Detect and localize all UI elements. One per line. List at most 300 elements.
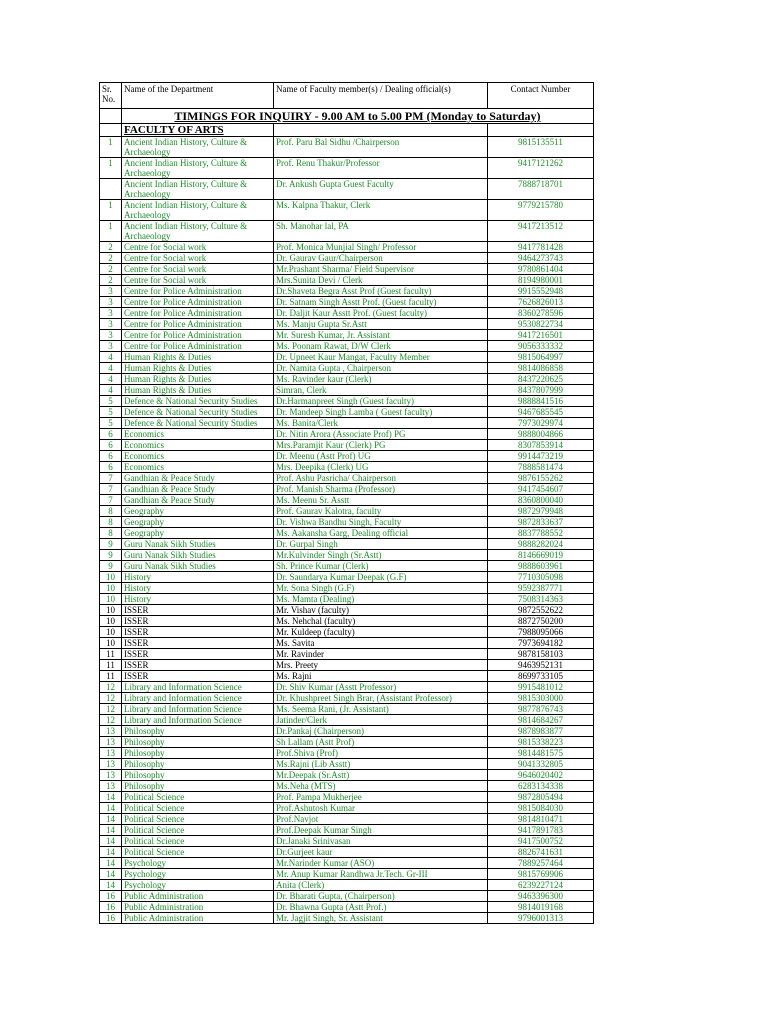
row-faculty-name: Dr. Upneet Kaur Mangat, Faculty Member bbox=[274, 352, 488, 363]
row-contact-number: 9417500752 bbox=[488, 836, 594, 847]
header-contact: Contact Number bbox=[488, 83, 594, 109]
row-contact-number: 9530822734 bbox=[488, 319, 594, 330]
row-contact-number: 9780861404 bbox=[488, 264, 594, 275]
table-row bbox=[100, 539, 594, 550]
row-contact-number: 8437807999 bbox=[488, 385, 594, 396]
row-department: Centre for Social work bbox=[122, 242, 274, 253]
row-sr: 2 bbox=[100, 253, 122, 264]
row-faculty-name: Ms. Mamta (Dealing) bbox=[274, 594, 488, 605]
table-row bbox=[100, 319, 594, 330]
row-faculty-name: Ms.Neha (MTS) bbox=[274, 781, 488, 792]
row-contact-number: 9463396300 bbox=[488, 891, 594, 902]
row-contact-number: 7710305098 bbox=[488, 572, 594, 583]
row-contact-number: 9914473219 bbox=[488, 451, 594, 462]
row-department: Philosophy bbox=[122, 748, 274, 759]
row-contact-number: 9888841516 bbox=[488, 396, 594, 407]
row-sr: 14 bbox=[100, 803, 122, 814]
row-department: ISSER bbox=[122, 660, 274, 671]
row-contact-number: 7973029974 bbox=[488, 418, 594, 429]
row-sr: 2 bbox=[100, 242, 122, 253]
row-sr: 3 bbox=[100, 341, 122, 352]
row-department: Economics bbox=[122, 440, 274, 451]
row-sr: 14 bbox=[100, 814, 122, 825]
row-sr: 2 bbox=[100, 275, 122, 286]
row-contact-number: 9915552948 bbox=[488, 286, 594, 297]
table-row bbox=[100, 264, 594, 275]
row-department: Political Science bbox=[122, 814, 274, 825]
row-sr: 11 bbox=[100, 671, 122, 682]
row-sr: 6 bbox=[100, 440, 122, 451]
table-row bbox=[100, 594, 594, 605]
row-faculty-name: Prof. Pampa Mukherjee bbox=[274, 792, 488, 803]
row-faculty-name: Sh. Manohar lal, PA bbox=[274, 221, 488, 242]
row-sr: 4 bbox=[100, 352, 122, 363]
row-department: Philosophy bbox=[122, 726, 274, 737]
row-sr: 3 bbox=[100, 286, 122, 297]
table-row bbox=[100, 561, 594, 572]
row-faculty-name: Dr. Mandeep Singh Lamba ( Guest faculty) bbox=[274, 407, 488, 418]
row-sr: 2 bbox=[100, 264, 122, 275]
row-department: Centre for Police Administration bbox=[122, 286, 274, 297]
row-contact-number: 9878158103 bbox=[488, 649, 594, 660]
faculty-contact-table bbox=[99, 82, 594, 924]
row-department: Public Administration bbox=[122, 902, 274, 913]
row-sr: 3 bbox=[100, 330, 122, 341]
row-contact-number: 8360278596 bbox=[488, 308, 594, 319]
row-department: Ancient Indian History, Culture & Archaeology bbox=[122, 179, 274, 200]
table-row bbox=[100, 792, 594, 803]
row-faculty-name: Prof. Ashu Pasricha/ Chairperson bbox=[274, 473, 488, 484]
row-contact-number: 9888282024 bbox=[488, 539, 594, 550]
row-department: Centre for Police Administration bbox=[122, 297, 274, 308]
row-contact-number: 9872979948 bbox=[488, 506, 594, 517]
table-row bbox=[100, 462, 594, 473]
row-department: Political Science bbox=[122, 792, 274, 803]
table-row bbox=[100, 913, 594, 924]
row-department: Human Rights & Duties bbox=[122, 374, 274, 385]
row-faculty-name: Ms. Manju Gupta Sr.Astt bbox=[274, 319, 488, 330]
table-row bbox=[100, 726, 594, 737]
table-row bbox=[100, 363, 594, 374]
row-faculty-name: Dr.Shaveta Begra Asst Prof (Guest faculty) bbox=[274, 286, 488, 297]
row-sr: 14 bbox=[100, 880, 122, 891]
row-faculty-name: Ms. Savita bbox=[274, 638, 488, 649]
row-department: Centre for Social work bbox=[122, 275, 274, 286]
row-department: Economics bbox=[122, 429, 274, 440]
row-department: Ancient Indian History, Culture & Archaeology bbox=[122, 221, 274, 242]
table-row bbox=[100, 418, 594, 429]
row-department: Gandhian & Peace Study bbox=[122, 473, 274, 484]
table-row bbox=[100, 803, 594, 814]
table-row bbox=[100, 286, 594, 297]
faculty-blank-1 bbox=[274, 124, 488, 137]
row-department: Philosophy bbox=[122, 770, 274, 781]
row-contact-number: 9417454607 bbox=[488, 484, 594, 495]
table-row bbox=[100, 451, 594, 462]
row-faculty-name: Mr. Ravinder bbox=[274, 649, 488, 660]
row-sr: 8 bbox=[100, 528, 122, 539]
table-row bbox=[100, 583, 594, 594]
row-sr: 13 bbox=[100, 737, 122, 748]
table-row bbox=[100, 473, 594, 484]
row-sr: 1 bbox=[100, 221, 122, 242]
row-sr: 16 bbox=[100, 902, 122, 913]
row-contact-number: 7889257464 bbox=[488, 858, 594, 869]
row-department: Centre for Police Administration bbox=[122, 341, 274, 352]
row-contact-number: 9814086858 bbox=[488, 363, 594, 374]
row-department: Centre for Social work bbox=[122, 253, 274, 264]
row-department: Human Rights & Duties bbox=[122, 352, 274, 363]
row-contact-number: 9463952131 bbox=[488, 660, 594, 671]
row-contact-number: 9876155262 bbox=[488, 473, 594, 484]
row-sr: 7 bbox=[100, 495, 122, 506]
row-sr: 12 bbox=[100, 693, 122, 704]
row-contact-number: 8146669019 bbox=[488, 550, 594, 561]
row-faculty-name: Prof.Navjot bbox=[274, 814, 488, 825]
row-department: Philosophy bbox=[122, 759, 274, 770]
row-department: Economics bbox=[122, 462, 274, 473]
row-sr: 5 bbox=[100, 418, 122, 429]
row-sr: 3 bbox=[100, 297, 122, 308]
row-sr: 3 bbox=[100, 319, 122, 330]
row-faculty-name: Dr. Ankush Gupta Guest Faculty bbox=[274, 179, 488, 200]
table-row bbox=[100, 759, 594, 770]
table-row bbox=[100, 550, 594, 561]
timing-spacer bbox=[100, 109, 122, 124]
row-department: Geography bbox=[122, 517, 274, 528]
row-faculty-name: Mr. Sona Singh (G.F) bbox=[274, 583, 488, 594]
row-contact-number: 9417781428 bbox=[488, 242, 594, 253]
row-contact-number: 9815338223 bbox=[488, 737, 594, 748]
row-sr: 9 bbox=[100, 561, 122, 572]
row-sr: 1 bbox=[100, 200, 122, 221]
timing-text: TIMINGS FOR INQUIRY - 9.00 AM to 5.00 PM (Monday to Saturday) bbox=[122, 109, 594, 124]
row-faculty-name: Ms. Nehchal (faculty) bbox=[274, 616, 488, 627]
table-row bbox=[100, 682, 594, 693]
row-department: Gandhian & Peace Study bbox=[122, 495, 274, 506]
row-department: Defence & National Security Studies bbox=[122, 418, 274, 429]
row-sr: 16 bbox=[100, 891, 122, 902]
row-department: Political Science bbox=[122, 836, 274, 847]
row-faculty-name: Mr.Kulvinder Singh (Sr.Astt) bbox=[274, 550, 488, 561]
row-faculty-name: Ms. Ravinder kaur (Clerk) bbox=[274, 374, 488, 385]
row-department: Guru Nanak Sikh Studies bbox=[122, 539, 274, 550]
row-department: Centre for Police Administration bbox=[122, 308, 274, 319]
row-contact-number: 7626826013 bbox=[488, 297, 594, 308]
row-contact-number: 9814810471 bbox=[488, 814, 594, 825]
row-sr: 11 bbox=[100, 649, 122, 660]
table-row bbox=[100, 891, 594, 902]
row-contact-number: 9815769906 bbox=[488, 869, 594, 880]
row-sr: 14 bbox=[100, 847, 122, 858]
row-contact-number: 9814684267 bbox=[488, 715, 594, 726]
row-contact-number: 9888603961 bbox=[488, 561, 594, 572]
row-sr: 3 bbox=[100, 308, 122, 319]
row-contact-number: 9815084030 bbox=[488, 803, 594, 814]
row-sr: 10 bbox=[100, 594, 122, 605]
table-row bbox=[100, 858, 594, 869]
header-row bbox=[100, 83, 594, 109]
table-row bbox=[100, 528, 594, 539]
table-row bbox=[100, 770, 594, 781]
row-contact-number: 9814481575 bbox=[488, 748, 594, 759]
row-contact-number: 8437220625 bbox=[488, 374, 594, 385]
row-contact-number: 9417213512 bbox=[488, 221, 594, 242]
row-sr: 13 bbox=[100, 759, 122, 770]
table-row bbox=[100, 242, 594, 253]
row-faculty-name: Dr. Satnam Singh Asstt Prof. (Guest faculty) bbox=[274, 297, 488, 308]
row-contact-number: 9815064997 bbox=[488, 352, 594, 363]
row-faculty-name: Mr.Deepak (Sr.Astt) bbox=[274, 770, 488, 781]
row-contact-number: 9888004866 bbox=[488, 429, 594, 440]
table-row bbox=[100, 137, 594, 158]
row-contact-number: 9872833637 bbox=[488, 517, 594, 528]
row-contact-number: 7508314363 bbox=[488, 594, 594, 605]
row-contact-number: 9815135511 bbox=[488, 137, 594, 158]
row-contact-number: 8826741631 bbox=[488, 847, 594, 858]
row-department: Defence & National Security Studies bbox=[122, 407, 274, 418]
row-department: Centre for Police Administration bbox=[122, 319, 274, 330]
row-faculty-name: Mr. Anup Kumar Randhwa Jr.Tech. Gr-III bbox=[274, 869, 488, 880]
table-row bbox=[100, 221, 594, 242]
row-sr: 13 bbox=[100, 748, 122, 759]
row-sr: 9 bbox=[100, 550, 122, 561]
row-department: Library and Information Science bbox=[122, 693, 274, 704]
row-faculty-name: Dr.Gurjeet kaur bbox=[274, 847, 488, 858]
row-department: History bbox=[122, 583, 274, 594]
row-contact-number: 9872805494 bbox=[488, 792, 594, 803]
row-department: Philosophy bbox=[122, 737, 274, 748]
row-sr: 13 bbox=[100, 726, 122, 737]
row-contact-number: 8872750200 bbox=[488, 616, 594, 627]
table-row bbox=[100, 814, 594, 825]
table-row bbox=[100, 275, 594, 286]
table-row bbox=[100, 869, 594, 880]
row-faculty-name: Mr.Narinder Kumar (ASO) bbox=[274, 858, 488, 869]
row-faculty-name: Dr. Namita Gupta , Chairperson bbox=[274, 363, 488, 374]
row-faculty-name: Mr.Prashant Sharma/ Field Supervisor bbox=[274, 264, 488, 275]
row-sr: 16 bbox=[100, 913, 122, 924]
row-faculty-name: Mrs. Deepika (Clerk) UG bbox=[274, 462, 488, 473]
table-row bbox=[100, 330, 594, 341]
table-row bbox=[100, 836, 594, 847]
row-sr: 1 bbox=[100, 137, 122, 158]
row-faculty-name: Dr. Vishwa Bandhu Singh, Faculty bbox=[274, 517, 488, 528]
row-faculty-name: Prof. Renu Thakur/Professor bbox=[274, 158, 488, 179]
row-contact-number: 9815303000 bbox=[488, 693, 594, 704]
row-department: Gandhian & Peace Study bbox=[122, 484, 274, 495]
table-row bbox=[100, 517, 594, 528]
row-sr: 8 bbox=[100, 517, 122, 528]
row-contact-number: 7973694182 bbox=[488, 638, 594, 649]
row-contact-number: 8837788552 bbox=[488, 528, 594, 539]
faculty-spacer bbox=[100, 124, 122, 137]
table-row bbox=[100, 825, 594, 836]
table-row bbox=[100, 616, 594, 627]
row-sr: 14 bbox=[100, 858, 122, 869]
row-sr: 7 bbox=[100, 473, 122, 484]
row-department: Library and Information Science bbox=[122, 682, 274, 693]
row-faculty-name: Dr. Gurpal Singh bbox=[274, 539, 488, 550]
row-department: History bbox=[122, 572, 274, 583]
row-contact-number: 9417891783 bbox=[488, 825, 594, 836]
row-department: Guru Nanak Sikh Studies bbox=[122, 550, 274, 561]
row-sr: 6 bbox=[100, 462, 122, 473]
row-contact-number: 8360800040 bbox=[488, 495, 594, 506]
row-sr: 10 bbox=[100, 638, 122, 649]
row-faculty-name: Mrs.Sunita Devi / Clerk bbox=[274, 275, 488, 286]
row-department: Ancient Indian History, Culture & Archaeology bbox=[122, 137, 274, 158]
row-department: ISSER bbox=[122, 649, 274, 660]
row-sr bbox=[100, 179, 122, 200]
table-row bbox=[100, 506, 594, 517]
table-row bbox=[100, 200, 594, 221]
table-row bbox=[100, 737, 594, 748]
table-row bbox=[100, 902, 594, 913]
row-contact-number: 9872552622 bbox=[488, 605, 594, 616]
row-faculty-name: Prof. Gaurav Kalotra, faculty bbox=[274, 506, 488, 517]
table-row bbox=[100, 407, 594, 418]
row-faculty-name: Prof. Monica Munjial Singh/ Professor bbox=[274, 242, 488, 253]
row-department: Defence & National Security Studies bbox=[122, 396, 274, 407]
row-faculty-name: Dr. Daljit Kaur Asstt Prof. (Guest faculty) bbox=[274, 308, 488, 319]
row-department: Political Science bbox=[122, 847, 274, 858]
row-sr: 13 bbox=[100, 770, 122, 781]
row-department: History bbox=[122, 594, 274, 605]
row-faculty-name: Dr.Janaki Srinivasan bbox=[274, 836, 488, 847]
row-sr: 4 bbox=[100, 385, 122, 396]
table-row bbox=[100, 341, 594, 352]
row-sr: 4 bbox=[100, 363, 122, 374]
row-sr: 7 bbox=[100, 484, 122, 495]
row-department: Psychology bbox=[122, 869, 274, 880]
row-faculty-name: Ms. Aakansha Garg, Dealing official bbox=[274, 528, 488, 539]
row-contact-number: 9814019168 bbox=[488, 902, 594, 913]
table-row bbox=[100, 627, 594, 638]
row-faculty-name: Dr. Bhawna Gupta (Astt Prof.) bbox=[274, 902, 488, 913]
row-sr: 14 bbox=[100, 825, 122, 836]
table-row bbox=[100, 847, 594, 858]
row-department: Public Administration bbox=[122, 913, 274, 924]
row-faculty-name: Ms. Banita/Clerk bbox=[274, 418, 488, 429]
row-sr: 5 bbox=[100, 396, 122, 407]
row-faculty-name: Mr. Suresh Kumar, Jr. Assistant bbox=[274, 330, 488, 341]
table-row bbox=[100, 374, 594, 385]
table-row bbox=[100, 352, 594, 363]
row-sr: 14 bbox=[100, 869, 122, 880]
row-sr: 14 bbox=[100, 836, 122, 847]
row-sr: 6 bbox=[100, 429, 122, 440]
table-row bbox=[100, 429, 594, 440]
table-row bbox=[100, 308, 594, 319]
row-contact-number: 8307853914 bbox=[488, 440, 594, 451]
row-faculty-name: Dr. Saundarya Kumar Deepak (G.F) bbox=[274, 572, 488, 583]
row-contact-number: 9417121262 bbox=[488, 158, 594, 179]
row-contact-number: 7888718701 bbox=[488, 179, 594, 200]
table-row bbox=[100, 660, 594, 671]
row-department: ISSER bbox=[122, 671, 274, 682]
row-contact-number: 9417216501 bbox=[488, 330, 594, 341]
table-row bbox=[100, 781, 594, 792]
table-row bbox=[100, 880, 594, 891]
row-sr: 14 bbox=[100, 792, 122, 803]
row-department: Centre for Police Administration bbox=[122, 330, 274, 341]
row-sr: 8 bbox=[100, 506, 122, 517]
row-faculty-name: Prof.Shiva (Prof) bbox=[274, 748, 488, 759]
row-department: Library and Information Science bbox=[122, 704, 274, 715]
row-department: ISSER bbox=[122, 616, 274, 627]
row-faculty-name: Mrs. Preety bbox=[274, 660, 488, 671]
row-department: Philosophy bbox=[122, 781, 274, 792]
row-faculty-name: Dr. Bharati Gupta, (Chairperson) bbox=[274, 891, 488, 902]
row-contact-number: 9056333332 bbox=[488, 341, 594, 352]
row-faculty-name: Dr. Khushpreet Singh Brar, (Assistant Professor) bbox=[274, 693, 488, 704]
table-row bbox=[100, 572, 594, 583]
row-contact-number: 6283134338 bbox=[488, 781, 594, 792]
row-department: Psychology bbox=[122, 880, 274, 891]
row-sr: 10 bbox=[100, 605, 122, 616]
timing-row bbox=[100, 109, 594, 124]
row-sr: 12 bbox=[100, 704, 122, 715]
row-faculty-name: Ms. Seema Rani, (Jr. Assistant) bbox=[274, 704, 488, 715]
row-sr: 6 bbox=[100, 451, 122, 462]
row-faculty-name: Dr. Shiv Kumar (Asstt Professor) bbox=[274, 682, 488, 693]
row-department: ISSER bbox=[122, 638, 274, 649]
row-contact-number: 7988095066 bbox=[488, 627, 594, 638]
row-contact-number: 9646020402 bbox=[488, 770, 594, 781]
row-department: Economics bbox=[122, 451, 274, 462]
row-contact-number: 9796001313 bbox=[488, 913, 594, 924]
row-contact-number: 9878983877 bbox=[488, 726, 594, 737]
row-contact-number: 7888581474 bbox=[488, 462, 594, 473]
faculty-title-row bbox=[100, 124, 594, 137]
header-faculty: Name of Faculty member(s) / Dealing official(s) bbox=[274, 83, 488, 109]
table-row bbox=[100, 440, 594, 451]
row-faculty-name: Ms. Kalpna Thakur, Clerk bbox=[274, 200, 488, 221]
row-faculty-name: Sh. Prince Kumar (Clerk) bbox=[274, 561, 488, 572]
table-row bbox=[100, 638, 594, 649]
row-contact-number: 9467685545 bbox=[488, 407, 594, 418]
row-department: Psychology bbox=[122, 858, 274, 869]
table-row bbox=[100, 704, 594, 715]
table-row bbox=[100, 385, 594, 396]
row-sr: 10 bbox=[100, 627, 122, 638]
row-contact-number: 9915481012 bbox=[488, 682, 594, 693]
table-row bbox=[100, 297, 594, 308]
row-faculty-name: Prof.Deepak Kumar Singh bbox=[274, 825, 488, 836]
row-department: Ancient Indian History, Culture & Archaeology bbox=[122, 200, 274, 221]
row-faculty-name: Ms. Rajni bbox=[274, 671, 488, 682]
row-sr: 5 bbox=[100, 407, 122, 418]
table-row bbox=[100, 495, 594, 506]
row-department: Library and Information Science bbox=[122, 715, 274, 726]
header-department: Name of the Department bbox=[122, 83, 274, 109]
table-row bbox=[100, 649, 594, 660]
row-sr: 10 bbox=[100, 583, 122, 594]
row-faculty-name: Dr.Pankaj (Chairperson) bbox=[274, 726, 488, 737]
row-contact-number: 9041332805 bbox=[488, 759, 594, 770]
faculty-title: FACULTY OF ARTS bbox=[122, 124, 274, 137]
row-contact-number: 9592387771 bbox=[488, 583, 594, 594]
row-sr: 10 bbox=[100, 616, 122, 627]
header-sr: Sr. No. bbox=[100, 83, 122, 109]
row-department: Centre for Social work bbox=[122, 264, 274, 275]
table-row bbox=[100, 396, 594, 407]
table-row bbox=[100, 158, 594, 179]
row-faculty-name: Mrs.Paramjit Kaur (Clerk) PG bbox=[274, 440, 488, 451]
table-row bbox=[100, 253, 594, 264]
row-faculty-name: Simran, Clerk bbox=[274, 385, 488, 396]
